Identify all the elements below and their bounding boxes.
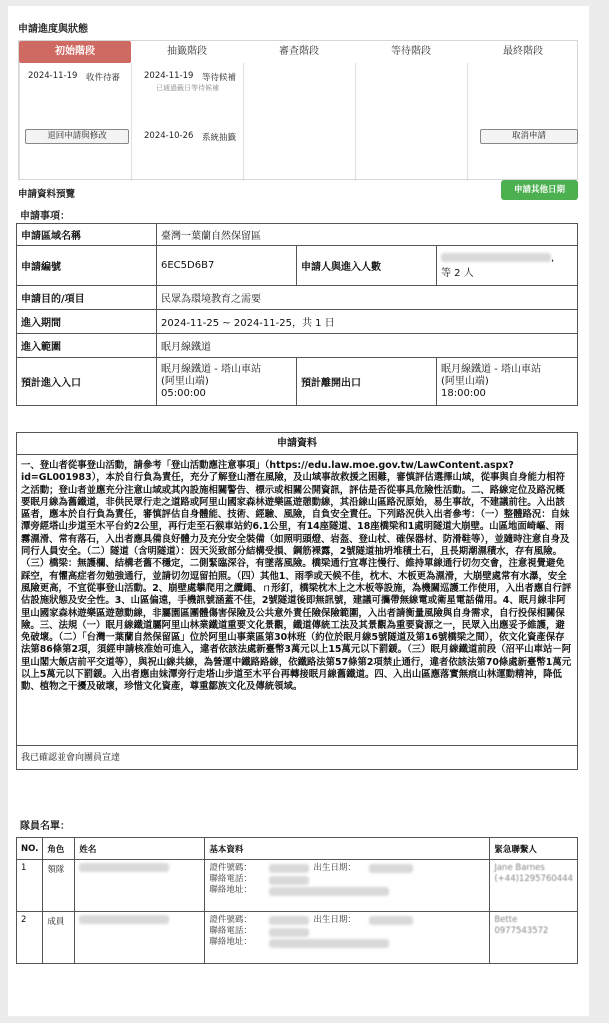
- progress-panel: [18, 40, 578, 180]
- stage-column-review: [243, 63, 355, 181]
- redacted-address: [269, 939, 389, 948]
- entry-time: 05:00:00: [161, 387, 206, 399]
- member-name: [75, 860, 205, 912]
- exit-label: 預計離開出口: [297, 358, 437, 406]
- table-row: [17, 310, 578, 334]
- exit-value: [437, 358, 578, 406]
- applicant-count: 等 2 人: [441, 267, 474, 279]
- back-and-edit-button[interactable]: 退回申請與修改: [25, 129, 129, 144]
- col-emergency-contact: 緊急聯繫人: [490, 838, 578, 860]
- apply-other-date-button[interactable]: 申請其他日期: [501, 180, 578, 200]
- field-phone-label: 聯絡電話：: [209, 926, 252, 936]
- redacted-birth: [369, 864, 413, 873]
- entry-label: 預計進入入口: [17, 358, 157, 406]
- redacted-id: [269, 864, 309, 873]
- tab-final-stage[interactable]: 最終階段: [503, 46, 543, 57]
- field-id-label: 證件號碼：: [209, 863, 252, 873]
- progress-title: 申請進度與狀態: [18, 24, 88, 35]
- member-role: 成員: [43, 912, 75, 964]
- table-row: [17, 358, 578, 406]
- notes-body: 一、登山者從事登山活動，請參考「登山活動應注意事項」（https://edu.law.moe.gov.tw/LawContent.aspx?id=GL001983），本於自行負為責任，充分了解登山潛在風險，及山域事故救援之困難，審慎評估選擇山域，從事與自身能力相符之活動；登山者並應充分注意山域或其內設施相關警告、標示或相關公開資訊，評估是否從事具危險性活動。二、路線定位及路況概要眠月線為舊鐵道，非供民眾行走之道路或阿里山國家森林遊樂區遊憩動線，其沿線山區路況原始，易生事故，不建議前往。入出該區者，應本於自行負為責任，審慎評估自身體能、技術、經驗、風險，自負安全責任。下列路況供入出者參考：（一）整體路況：自妹潭旁經塔山步道至木平台約2公里，再行走至石猴車站約6.1公里，有14座隧道、18座橋梁和1處明隧道大崩壁。山區地面崎嶇、雨霧濕滑、常有落石，入出者應具備良好體力及充分安全裝備（如照明頭燈、岩盔、登山杖、確保器材、防滑鞋等），並隨時注意自身及同行人員安全。（二）隧道（含明隧道）：因天災致部分結構受損、鋼筋裸露，2號隧道抽坍堆積土石，且長期潮濕積水，存有風險。（三）橋梁：無護欄、結構老舊不穩定，二側緊臨深谷，有墜落風險。橋梁通行宜專注慢行、維持單線通行切勿交會，注意視覺避免踩空，有懼高症者勿勉強通行，並請切勿逗留拍照。（四）其他1、雨季或天候不佳，枕木、木板更為濕滑，大崩壁處常有水瀑，安全風險更高，不宜從事登山活動。2、崩壁處攀爬用之纜繩、ㄇ形釘，橋梁枕木上之木板等設施，為機關巡護工作使用，入出者應自行評估設施狀態及安全性。3、山區偏遠，手機訊號涵蓋不佳，2號隧道後即無訊號，建議可攜帶無線電或衛星電話備用。4、眠月線非阿里山國家森林遊樂區遊憩動線，非屬園區團體傷害保險及公共意外責任險保險範圍，入出者請衡量風險與自身需求，自行投保相關保險。三、法規（一）眠月線鐵道屬阿里山林業鐵道重要文化景觀，鐵道傳統工法及其景觀為重要資源之一，民眾入出應妥予維護，避免破壞。（二）「台灣一葉蘭自然保留區」位於阿里山事業區第30林班（約位於眠月線5號隧道及第16號橋梁之間），依文化資產保存法第86條第2項，須經申請核准始可進入，違者依該法處新臺幣3萬元以上15萬元以下罰鍰。（三）眠月線鐵道前段（沼平山車站－阿里山閣大飯店前平交道等），與祝山線共線，為營運中鐵路路線，依鐵路法第57條第2項禁止通行，違者依該法第70條處新臺幣1萬元以上5萬元以下罰鍰。入出者應由妹潭旁行走塔山步道至木平台再轉接眠月線舊鐵道。四、入出山區應落實無痕山林運動精神，降低動、植物之干擾及破壞，珍惜文化資產，尊重鄒族文化及傳統領域。: [21, 460, 572, 693]
- contact-name: Jane Barnes: [494, 863, 545, 873]
- period-label: 進入期間: [17, 310, 157, 334]
- field-birth-label: 出生日期：: [313, 915, 356, 925]
- event-text: 系統抽籤: [202, 133, 237, 143]
- col-role: 角色: [43, 838, 75, 860]
- redacted-phone: [269, 876, 309, 885]
- event-text: 等待候補: [202, 73, 237, 83]
- entry-place: 眠月線鐵道 - 塔山車站: [161, 363, 261, 375]
- redacted-birth: [369, 916, 413, 925]
- area-label: 申請區域名稱: [17, 224, 157, 246]
- entry-value: [157, 358, 297, 406]
- event-subtext: 已通過籤日等待候補: [156, 84, 219, 92]
- field-address-label: 聯絡地址：: [209, 885, 252, 895]
- notes-title: 申請資料: [17, 433, 577, 455]
- cancel-application-button[interactable]: 取消申請: [480, 129, 578, 144]
- period-value: 2024-11-25 ~ 2024-11-25，共 1 日: [157, 310, 578, 334]
- range-value: 眠月線鐵道: [157, 334, 578, 358]
- application-info-table: [16, 223, 578, 406]
- table-row: [17, 860, 578, 912]
- stage-column-waiting: [355, 63, 467, 181]
- confirm-statement: 我已確認並會向團員宣達: [17, 745, 577, 769]
- page-panel: [8, 6, 589, 1016]
- stage-tabs: [19, 41, 579, 63]
- redacted-name: [79, 863, 169, 872]
- field-address-label: 聯絡地址：: [209, 937, 252, 947]
- stage-column-final: [467, 63, 579, 181]
- redacted-id: [269, 916, 309, 925]
- table-row: [17, 224, 578, 246]
- event-date: 2024-10-26: [144, 131, 194, 141]
- table-header-row: [17, 838, 578, 860]
- field-phone-label: 聯絡電話：: [209, 874, 252, 884]
- member-info-block: [209, 915, 485, 948]
- applicant-value: , 等 2 人: [437, 246, 578, 286]
- exit-place-sub: (阿里山端): [441, 375, 489, 387]
- member-no: 2: [17, 912, 43, 964]
- tab-review-stage[interactable]: 審查階段: [279, 46, 319, 57]
- redacted-name: [441, 253, 551, 262]
- applicant-label: 申請人與進入人數: [297, 246, 437, 286]
- field-id-label: 證件號碼：: [209, 915, 252, 925]
- contact-phone: 0977543572: [494, 926, 549, 936]
- application-id-value: 6EC5D6B7: [157, 246, 297, 286]
- member-basic-info: [205, 860, 490, 912]
- member-name: [75, 912, 205, 964]
- purpose-value: 民眾為環境教育之需要: [157, 286, 578, 310]
- contact-phone: (+44)1295760444: [494, 874, 573, 884]
- emergency-contact: [490, 912, 578, 964]
- col-no: NO.: [17, 838, 43, 860]
- redacted-name: [79, 915, 169, 924]
- application-id-label: 申請編號: [17, 246, 157, 286]
- preview-title: 申請資料預覽: [18, 189, 76, 200]
- redacted-address: [269, 887, 389, 896]
- emergency-contact: [490, 860, 578, 912]
- application-notes-panel: [16, 432, 578, 770]
- stage-column-lottery: [131, 63, 243, 181]
- redacted-phone: [269, 928, 309, 937]
- field-birth-label: 出生日期：: [313, 863, 356, 873]
- table-row: [17, 334, 578, 358]
- event-text: 收件待審: [86, 73, 121, 83]
- member-no: 1: [17, 860, 43, 912]
- member-basic-info: [205, 912, 490, 964]
- exit-time: 18:00:00: [441, 387, 486, 399]
- table-row: [17, 286, 578, 310]
- event-date: 2024-11-19: [144, 71, 194, 81]
- table-row: [17, 912, 578, 964]
- exit-place: 眠月線鐵道 - 塔山車站: [441, 363, 541, 375]
- tab-waiting-stage[interactable]: 等待階段: [391, 46, 431, 57]
- col-basic-info: 基本資料: [205, 838, 490, 860]
- team-member-table: [16, 837, 578, 964]
- area-value: 臺灣一葉蘭自然保留區: [157, 224, 578, 246]
- col-name: 姓名: [75, 838, 205, 860]
- purpose-label: 申請目的/項目: [17, 286, 157, 310]
- member-info-block: [209, 863, 485, 896]
- team-title: 隊員名單：: [20, 821, 70, 832]
- member-role: 領隊: [43, 860, 75, 912]
- tab-lottery-stage[interactable]: 抽籤階段: [167, 46, 207, 57]
- range-label: 進入範圍: [17, 334, 157, 358]
- tab-initial-stage[interactable]: 初始階段: [19, 41, 131, 63]
- application-items-title: 申請事項：: [20, 211, 70, 222]
- table-row: [17, 246, 578, 286]
- entry-place-sub: (阿里山端): [161, 375, 209, 387]
- contact-name: Bette: [494, 915, 518, 925]
- stage-column-initial: [19, 63, 131, 181]
- event-date: 2024-11-19: [28, 71, 78, 81]
